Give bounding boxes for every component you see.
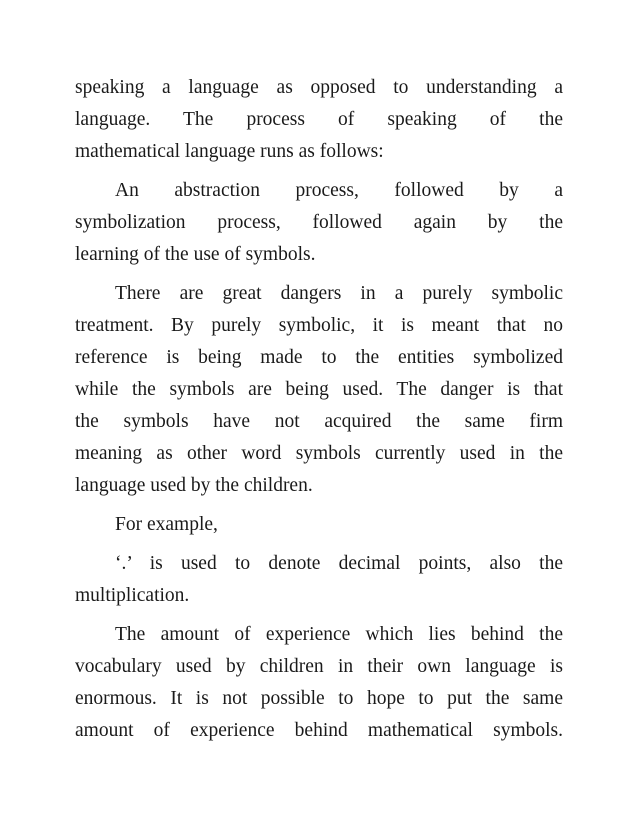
text-line: treatment. By purely symbolic, it is meant that no xyxy=(75,315,563,336)
text-line: reference is being made to the entities symbolized xyxy=(75,347,563,368)
paragraph-abstraction xyxy=(75,175,563,271)
text-line: vocabulary used by children in their own language is xyxy=(75,656,563,677)
text-line: An abstraction process, followed by a xyxy=(115,180,563,201)
text-line: For example, xyxy=(115,514,218,535)
text-line: while the symbols are being used. The danger is that xyxy=(75,379,563,400)
text-line: speaking a language as opposed to understanding a xyxy=(75,77,563,98)
text-line: enormous. It is not possible to hope to put the same xyxy=(75,688,563,709)
paragraph-example-intro xyxy=(75,509,563,541)
paragraph-dangers xyxy=(75,278,563,502)
text-line: amount of experience behind mathematical symbols. xyxy=(75,720,563,741)
text-line: language. The process of speaking of the xyxy=(75,109,563,130)
paragraph-example xyxy=(75,548,563,612)
text-line: ‘.’ is used to denote decimal points, also the xyxy=(115,553,563,574)
text-line: learning of the use of symbols. xyxy=(75,244,316,265)
text-line: The amount of experience which lies behind the xyxy=(115,624,563,645)
text-line: mathematical language runs as follows: xyxy=(75,141,384,162)
paragraph-experience xyxy=(75,619,563,747)
text-line: meaning as other word symbols currently used in the xyxy=(75,443,563,464)
paragraph-intro xyxy=(75,72,563,168)
text-line: There are great dangers in a purely symbolic xyxy=(115,283,563,304)
text-line: language used by the children. xyxy=(75,475,313,496)
text-line: the symbols have not acquired the same firm xyxy=(75,411,563,432)
document-page xyxy=(75,72,563,747)
text-line: symbolization process, followed again by the xyxy=(75,212,563,233)
text-line: multiplication. xyxy=(75,585,190,606)
